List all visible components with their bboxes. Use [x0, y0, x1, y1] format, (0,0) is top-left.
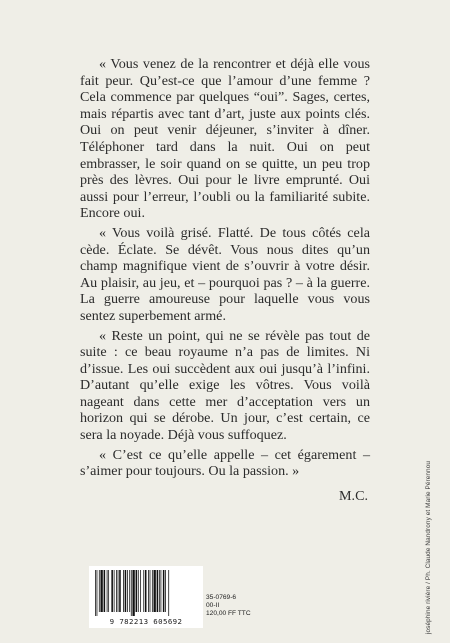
book-edition: 00-II — [206, 602, 220, 610]
barcode-bar — [108, 570, 109, 612]
barcode-bar — [123, 570, 124, 612]
barcode-bar — [161, 570, 162, 612]
barcode-bar — [104, 570, 106, 612]
barcode-bar — [116, 570, 117, 612]
barcode-bar — [118, 570, 119, 612]
barcode-bar — [127, 570, 128, 612]
cover-credit: joséphine rivière / Ph. Claude Nandrony et Marie Pérennou — [425, 460, 432, 634]
barcode-bar — [145, 570, 147, 612]
barcode-icon — [93, 570, 199, 616]
barcode-bar — [159, 570, 160, 612]
quote-paragraph-3: « Reste un point, qui ne se révèle pas tout de suite : ce beau royaume n’a pas de limites. Ni d’issue. Les oui succèdent aux oui jusqu’à l’infini. D’autant qu’elle exige les vôtres. Vous voilà nageant dans cette mer d’acceptation vers un horizon qui se dérobe. Un jour, c’est certain, ce sera la noyade. Déjà vous suffoquez. — [80, 327, 370, 444]
barcode-bar — [97, 570, 98, 616]
barcode-bar — [168, 570, 169, 616]
barcode-bar — [99, 570, 100, 612]
book-reference: 35-0769-6 — [206, 594, 237, 601]
barcode-digits: 9 782213 605692 — [109, 617, 183, 626]
barcode-bar — [111, 570, 113, 612]
barcode-bar — [163, 570, 165, 612]
barcode-label — [89, 566, 203, 628]
barcode-bar — [129, 570, 130, 612]
barcode-bar — [95, 570, 96, 616]
barcode-bar — [150, 570, 151, 612]
barcode-bar — [157, 570, 159, 612]
barcode-bar — [165, 570, 166, 612]
barcode-bar — [119, 570, 121, 612]
barcode-bar — [140, 570, 141, 612]
book-info — [206, 594, 251, 619]
barcode-bar — [154, 570, 156, 612]
author-signature: M.C. — [339, 487, 368, 504]
back-cover-text — [80, 56, 370, 504]
barcode-bar — [148, 570, 149, 612]
barcode-bar — [125, 570, 127, 612]
quote-paragraph-2: « Vous voilà grisé. Flatté. De tous côtés cela cède. Éclate. Se dévêt. Vous nous dites qu’un champ magnifique vient de s’ouvrir à votre désir. Au plaisir, au jeu, et – pourquoi pas ? – à la guerre. La guerre amoureuse pour laquelle vous vous sentez superbement armé. — [80, 224, 370, 324]
quote-paragraph-4: « C’est ce qu’elle appelle – cet égarement – s’aimer pour toujours. Ou la passion. » — [80, 446, 370, 480]
quote-paragraph-1: « Vous venez de la rencontrer et déjà elle vous fait peur. Qu’est-ce que l’amour d’une femme ? Cela commence par quelques “oui”. Sages, certes, mais répartis avec tant d’art, juste aux points clés. Oui on peut venir déjeuner, s’inviter à dîner. Téléphoner tard dans la nuit. Oui on peut embrasser, le soir quand on se quitte, un peu trop près des lèvres. Oui pour le livre emprunté. Oui aussi pour l’erreur, l’oubli ou la familiarité subite. Encore oui. — [80, 56, 370, 222]
barcode-bar — [114, 570, 115, 612]
barcode-bar — [131, 570, 132, 616]
barcode-bar — [136, 570, 138, 612]
barcode-bar — [152, 570, 153, 612]
barcode-bar — [100, 570, 102, 612]
barcode-bar — [107, 570, 108, 612]
barcode-bar — [138, 570, 139, 612]
barcode-bar — [143, 570, 144, 612]
barcode-bar — [132, 570, 134, 616]
book-price: 120,00 FF TTC — [206, 610, 251, 618]
